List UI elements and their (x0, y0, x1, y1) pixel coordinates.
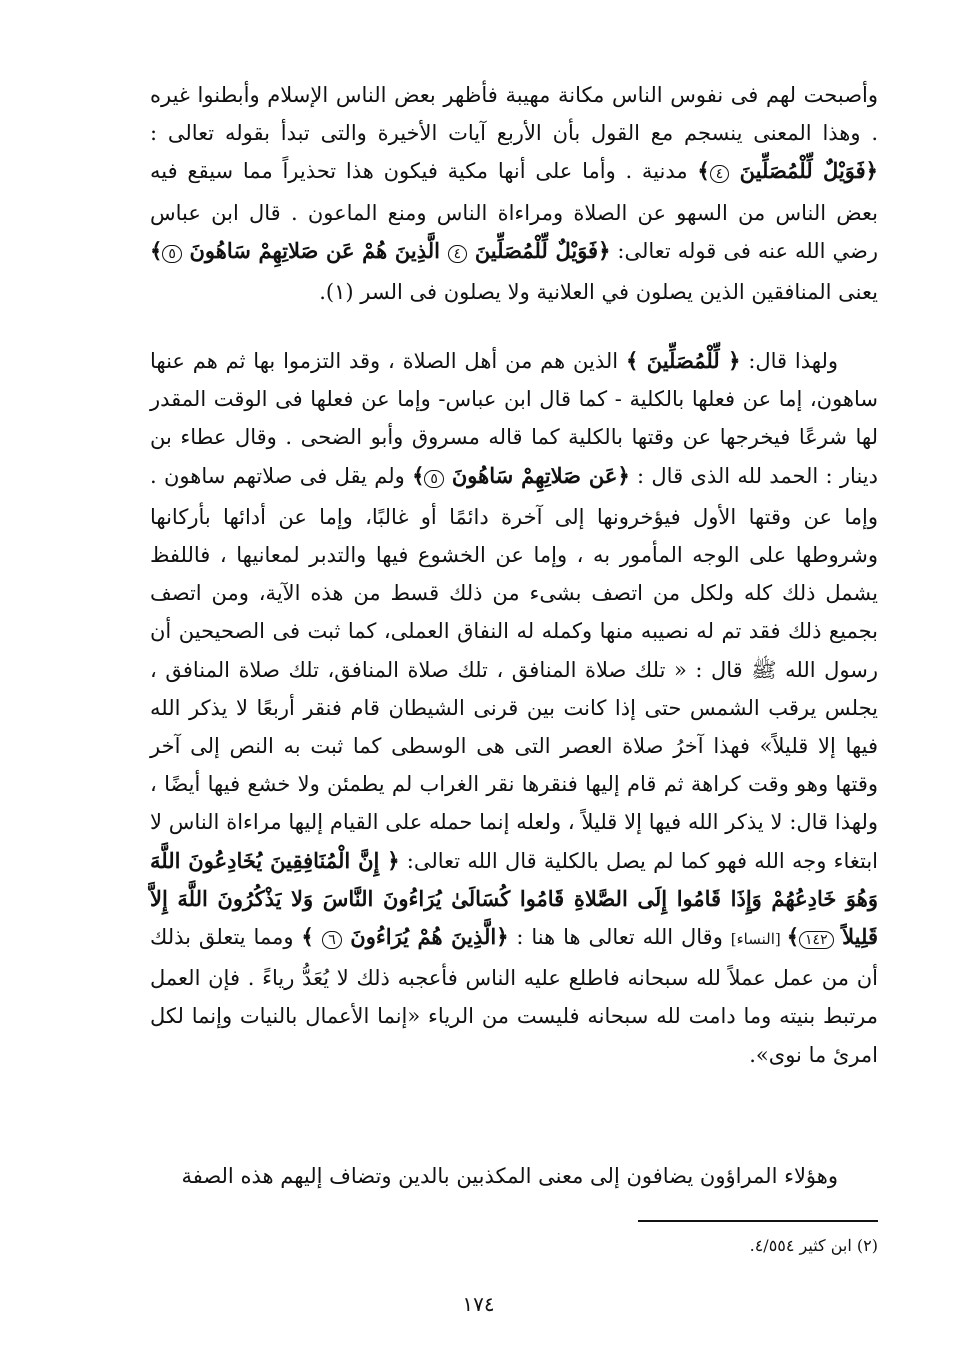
paragraph-text: ولهذا قال: (740, 349, 838, 373)
paragraph-text: مدنية . وأما على أنها مكية فيكون هذا تحذيراً مما سيقع فيه بعض الناس من السهو عن الصلاة ومراءاة الناس ومنع الماعون . قال ابن عباس رضي الله عنه فى قوله تعالى: (150, 159, 878, 263)
paragraph-text: ومما يتعلق بذلك أن من عمل عملاً لله سبحانه فاطلع عليه الناس فأعجبه ذلك لا يُعَدُّ رياءً . فإن العمل مرتبط بنيته وما دامت لله سبحانه فليست من الرياء «إنما الأعمال بالنيات وإنما لكل امرئ ما نوى». (150, 925, 878, 1067)
verse-bracket: ﴾ (697, 158, 710, 184)
paragraph-text: وقال الله تعالى ها هنا : (508, 925, 731, 950)
verse-text: الَّذِينَ هُمْ عَن صَلاتِهِمْ سَاهُونَ (189, 237, 448, 263)
quran-verse (697, 158, 878, 183)
quran-verse (301, 924, 508, 949)
verse-text: ﴿الَّذِينَ هُمْ يُرَاءُونَ (350, 924, 509, 950)
verse-bracket: ﴾ (150, 237, 163, 263)
verse-bracket: ﴾ (786, 924, 800, 950)
footnote-divider (638, 1220, 878, 1222)
verse-text: ﴿عَن صَلاتِهِمْ سَاهُونَ (451, 462, 630, 488)
quran-verse (150, 238, 610, 263)
paragraph-text: الذين هم من أهل الصلاة ، وقد التزموا بها ثم هم عنها ساهون، إما عن فعلها بالكلية - كما قال ابن عباس- وإما عن فعلها فى الوقت المقدر لها شرعًا فيخرجها عن وقتها بالكلية كما قاله مسروق وأبو الضحى . وقال عطاء بن دينار : الحمد لله الذى قال : (150, 349, 879, 488)
footnote: (٢) ابن كثير ٤/٥٥٤. (749, 1236, 878, 1255)
verse-text: ﴿ إِنَّ الْمُنَافِقِينَ يُخَادِعُونَ اللَّهَ وَهُوَ خَادِعُهُمْ وَإِذَا قَامُوا إِلَى الصَّلاةِ قَامُوا كُسَالَىٰ يُرَاءُونَ النَّاسَ وَلا يَذْكُرُونَ اللَّهَ إِلاَّ قَلِيلاً (150, 847, 878, 950)
ayah-number: ٥ (424, 470, 444, 488)
quran-verse: ﴿ لِّلْمُصَلِّينَ ﴾ (625, 348, 741, 373)
paragraph-text: وأصبحت لهم فى نفوس الناس مكانة مهيبة فأظهر بعض الناس الإسلام وأبطنوا غيره . وهذا المعنى ينسجم مع القول بأن الأربع آيات الأخيرة والتى تبدأ بقوله تعالى : (150, 83, 878, 146)
paragraph-2 (150, 342, 878, 1074)
ayah-number: ٥ (162, 245, 182, 263)
paragraph-text: يعنى المنافقين الذين يصلون في العلانية ولا يصلون فى السر (١). (319, 280, 878, 305)
quran-verse (412, 463, 630, 488)
ayah-number: ٤ (710, 165, 730, 183)
sura-reference: [النساء] (730, 930, 787, 949)
paragraph-text: ولم يقل فى صلاتهم ساهون . وإما عن وقتها الأول فيؤخرونها إلى آخرة دائمًا أو غالبًا، وإما عن أدائها بأركانها وشروطها على الوجه المأمور به ، وإما عن الخشوع فيها والتدبر لمعانيها ، فاللفظ يشمل ذلك كله ولكل من اتصف بشىء من ذلك قسط من هذه الآية، ومن اتصف بجميع ذلك فقد تم له نصيبه منها وكمله له النفاق العملى، كما ثبت فى الصحيحين أن رسول الله ﷺ قال : « تلك صلاة المنافق ، تلك صلاة المنافق، تلك صلاة المنافق ، يجلس يرقب الشمس حتى إذا كانت بين قرنى الشيطان قام فنقر أربعًا لا يذكر الله فيها إلا قليلاً» فهذا آخرُ صلاة العصر التى هى الوسطى كما ثبت به النص إلى آخر وقتها وهو وقت كراهة ثم قام إليها فنقرها نقر الغراب لم يطمئن ولا خشع فيها أيضًا ، ولهذا قال: لا يذكر الله فيها إلا قليلاً ، ولعله إنما حمله على القيام إليها مراءاة الناس لا ابتغاء وجه الله فهو كما لم يصل بالكلية قال الله تعالى: (150, 463, 878, 873)
ayah-number: ٤ (448, 245, 468, 263)
verse-bracket: ﴾ (412, 462, 425, 488)
verse-bracket: ﴾ (301, 924, 323, 950)
page-number: ١٧٤ (462, 1292, 495, 1316)
paragraph-1 (150, 76, 878, 311)
verse-text: ﴿فَوَيْلٌ لِّلْمُصَلِّينَ (739, 158, 878, 184)
paragraph-3: وهؤلاء المراؤون يضافون إلى معنى المكذبين بالدين وتضاف إليهم هذه الصفة (181, 1164, 838, 1188)
ayah-number: ٦ (322, 931, 342, 949)
verse-text: ﴿فَوَيْلٌ لِّلْمُصَلِّينَ (474, 237, 611, 263)
ayah-number: ١٤٢ (799, 931, 834, 949)
